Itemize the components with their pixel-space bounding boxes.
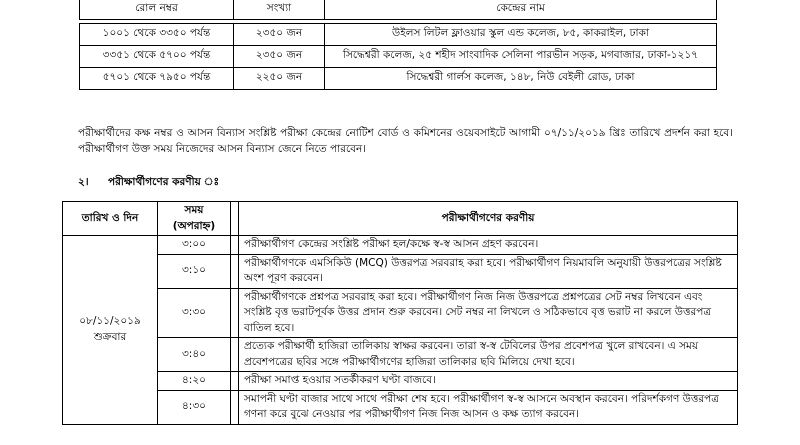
- roll-range: ৫৭০১ থেকে ৭৯৫০ পর্যন্ত: [80, 68, 234, 90]
- duty-cell: পরীক্ষা সমাপ্ত হওয়ার সতর্কীকরণ ঘণ্টা বাজবে।: [239, 372, 738, 391]
- table-row: [63, 338, 738, 372]
- table-row: [63, 288, 738, 338]
- section-heading: [78, 175, 219, 192]
- header-roll: রোল নম্বর: [80, 0, 234, 20]
- time-cell: ৩:০০: [158, 236, 231, 255]
- header-time: সময় (অপরাহ্ন): [158, 202, 231, 236]
- duty-cell: পরীক্ষার্থীগণকে এমসিকিউ (MCQ) উত্তরপত্র সরবরাহ করা হবে। পরীক্ষার্থীগণ নিয়মাবলি অনুযায়ী উত্তরপত্রের সংশ্লিষ্ট অংশ পূরণ করবেন।: [239, 254, 738, 288]
- duty-cell: সমাপনী ঘণ্টা বাজার সাথে সাথে পরীক্ষা শেষ হবে। পরীক্ষার্থীগণ স্ব-স্ব আসনে অবস্থান করবেন। পরিদর্শকগণ উত্তরপত্র গণনা করে বুঝে নেওয়ার পর পরীক্ষার্থীগণ নিজ নিজ আসন ও কক্ষ ত্যাগ করবেন।: [239, 390, 738, 424]
- header-duty: পরীক্ষার্থীগণের করণীয়: [239, 202, 738, 236]
- table-row: [63, 372, 738, 391]
- exam-day: শুক্রবার: [93, 330, 127, 343]
- table-row: [63, 390, 738, 424]
- centre-table: [79, 0, 717, 90]
- time-cell: ৪:৩০: [158, 390, 231, 424]
- row-divider: [231, 236, 239, 255]
- candidate-count: ২২৫০ জন: [234, 68, 325, 90]
- table-row: [80, 68, 717, 90]
- duty-cell: প্রত্যেক পরীক্ষার্থী হাজিরা তালিকায় স্বাক্ষর করবেন। তারা স্ব-স্ব টেবিলের উপর প্রবেশপত্র খুলে রাখবেন। এ সময় প্রবেশপত্রের ছবির সঙ্গে পরীক্ষার্থীগণের হাজিরা তালিকার ছবি মিলিয়ে দেখা হবে।: [239, 338, 738, 372]
- header-centre: কেন্দ্রের নাম: [325, 0, 717, 20]
- row-divider: [231, 372, 239, 391]
- section-number: ২।: [78, 176, 89, 188]
- table-row: [63, 254, 738, 288]
- centre-name: উইলস লিটল ফ্লাওয়ার স্কুল এন্ড কলেজ, ৮৫, কাকরাইল, ঢাকা: [325, 24, 717, 46]
- centre-table-header: [80, 0, 717, 20]
- time-cell: ৩:৪০: [158, 338, 231, 372]
- exam-date-cell: [63, 236, 158, 425]
- candidate-count: ২৩৫০ জন: [234, 24, 325, 46]
- section-title: পরীক্ষার্থীগণের করণীয় ঃ: [108, 176, 220, 188]
- centre-name: সিদ্ধেশ্বরী কলেজ, ২৫ শহীদ সাংবাদিক সেলিনা পারভীন সড়ক, মগবাজার, ঢাকা-১২১৭: [325, 46, 717, 68]
- exam-date: ০৮/১১/২০১৯: [79, 315, 141, 328]
- candidate-count: ২৩৫০ জন: [234, 46, 325, 68]
- time-cell: ৪:২০: [158, 372, 231, 391]
- duties-table: [62, 201, 738, 425]
- time-cell: ৩:১০: [158, 254, 231, 288]
- row-divider: [231, 254, 239, 288]
- seat-notice-paragraph: পরীক্ষার্থীদের কক্ষ নম্বর ও আসন বিন্যাস সংশ্লিষ্ট পরীক্ষা কেন্দ্রের নোটিশ বোর্ড ও কমিশনের ওয়েবসাইটে আগামী ০৭/১১/২০১৯ খ্রিঃ তারিখে প্রদর্শন করা হবে। পরীক্ষার্থীগণ উক্ত সময় নিজেদের আসন বিন্যাস জেনে নিতে পারবেন।: [78, 127, 733, 155]
- duty-cell: পরীক্ষার্থীগণকে প্রশ্নপত্র সরবরাহ করা হবে। পরীক্ষার্থীগণ নিজ নিজ উত্তরপত্রে প্রশ্নপত্রের সেট নম্বর লিখবেন এবং সংশ্লিষ্ট বৃত্ত ভরাটপূর্বক উত্তর প্রদান শুরু করবেন। সেট নম্বর না লিখলে ও সঠিকভাবে বৃত্ত ভরাট না করলে উত্তরপত্র বাতিল হবে।: [239, 288, 738, 338]
- duties-table-header: [63, 202, 738, 236]
- table-row: [80, 46, 717, 68]
- centre-name: সিদ্ধেশ্বরী গার্লস কলেজ, ১৪৮, নিউ বেইলী রোড, ঢাকা: [325, 68, 717, 90]
- roll-range: ৩৩৫১ থেকে ৫৭০০ পর্যন্ত: [80, 46, 234, 68]
- row-divider: [231, 338, 239, 372]
- time-cell: ৩:৩০: [158, 288, 231, 338]
- header-count: সংখ্যা: [234, 0, 325, 20]
- table-row: [63, 236, 738, 255]
- row-divider: [231, 390, 239, 424]
- roll-range: ১০০১ থেকে ৩৩৫০ পর্যন্ত: [80, 24, 234, 46]
- header-date-day: তারিখ ও দিন: [63, 202, 158, 236]
- header-divider: [231, 202, 239, 236]
- duty-cell: পরীক্ষার্থীগণ কেন্দ্রের সংশ্লিষ্ট পরীক্ষা হল/কক্ষে স্ব-স্ব আসন গ্রহণ করবেন।: [239, 236, 738, 255]
- table-row: [80, 24, 717, 46]
- row-divider: [231, 288, 239, 338]
